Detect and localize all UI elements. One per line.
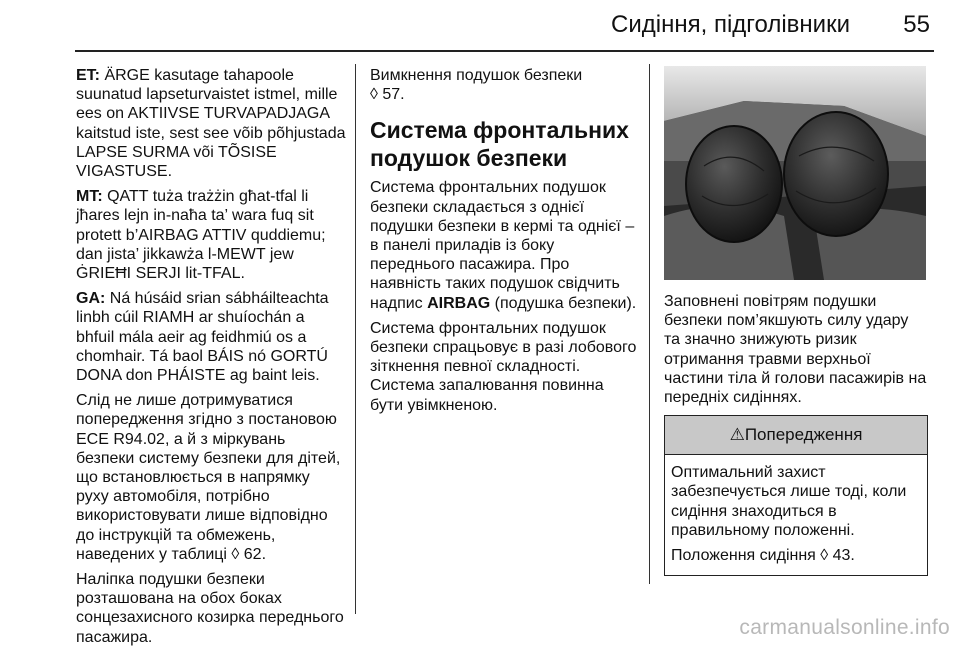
paragraph-protection: Заповнені повітрям подушки безпеки пом’якшують силу удару та значно знижують ризик отримання травми верхньої частини тіла й голови пасажирів на передніх сидіннях. (664, 293, 927, 407)
section-heading: Система фронтальних подушок безпеки (370, 117, 629, 172)
column-divider-right (649, 64, 650, 584)
page-number: 55 (903, 11, 930, 38)
column-divider-left (355, 64, 356, 614)
label-mt: MT: (76, 188, 103, 206)
text-system: Система фронтальних подушок безпеки складається з однієї подушки безпеки в кермі та однієї – в панелі приладів із боку переднього пасажира. Про наявність таких подушок свідчить надпис (370, 179, 635, 312)
warning-triangle-icon: ⚠ (729, 425, 745, 445)
warning-text: Оптимальний захист забезпечується лише тоді, коли сидіння знаходиться в правильному положенні. (671, 464, 907, 539)
warning-body (665, 455, 927, 575)
paragraph-activation: Система фронтальних подушок безпеки спрацьовує в разі лобового зіткнення певної складності. Система запалювання повинна бути увімкненою. (370, 319, 637, 414)
text-deactivation: Вимкнення подушок безпеки (370, 67, 583, 84)
column-right (664, 66, 928, 576)
airbag-illustration (664, 66, 926, 280)
paragraph-et (76, 66, 346, 181)
text-ece: Слід не лише дотримуватися попередження згідно з постановою ECE R94.02, а й з міркувань безпеки систему безпеки для дітей, що встановлюється в напрямку руху автомобіля, потрібно використовувати лише відповідно до інструкцій та обмежень, наведених у таблиці (76, 392, 341, 563)
warning-box (664, 415, 928, 576)
text-mt: QATT tuża trażżin għat-tfal li jħares lejn in-naħa ta’ wara fuq sit protett b’AIRBAG ATTIV quddiemu; dan jista’ jikkawża l-MEWT jew ĠRIEĦI SERJI lit-TFAL. (76, 188, 326, 283)
warning-ref-text: Положення сидіння (671, 547, 816, 565)
column-middle (370, 66, 640, 421)
airbag-photo-icon (664, 66, 926, 280)
paragraph-system (370, 178, 640, 312)
header-divider (75, 50, 934, 52)
paragraph-ece-warning (76, 391, 346, 564)
warning-title: Попередження (744, 425, 863, 445)
label-et: ET: (76, 67, 100, 84)
page-title: Сидіння, підголівники (611, 11, 850, 38)
page-ref-62[interactable]: ◊ 62. (226, 545, 267, 563)
paragraph-sticker: Наліпка подушки безпеки розташована на обох боках сонцезахисного козирка переднього пасажира. (76, 571, 344, 646)
warning-header (665, 416, 927, 455)
page-ref-43[interactable]: ◊ 43. (815, 547, 855, 565)
airbag-label: AIRBAG (427, 294, 491, 312)
paragraph-mt (76, 187, 346, 283)
paragraph-deactivation (370, 66, 640, 104)
page-ref-57[interactable]: ◊ 57. (370, 86, 405, 104)
label-ga: GA: (76, 290, 106, 308)
text-ga: Ná húsáid srian sábháilteachta linbh cúil RIAMH ar shuíochán a bhfuil mála aeir ag feidhmiú os a chomhair. Tá baol BÁIS nó GORTÚ DONA don PHÁISTE ag baint leis. (76, 290, 329, 385)
watermark: carmanualsonline.info (739, 616, 950, 639)
paragraph-ga (76, 289, 346, 385)
text-system-end: (подушка безпеки). (490, 294, 637, 312)
warning-reference (671, 546, 921, 565)
text-et: ÄRGE kasutage tahapoole suunatud lapseturvaistet istmel, mille ees on AKTIIVSE TURVAPADJAGA kaitstud iste, sest see võib põhjustada LAPSE SURMA või TÕSISE VIGASTUSE. (76, 67, 346, 181)
column-left (76, 66, 346, 653)
